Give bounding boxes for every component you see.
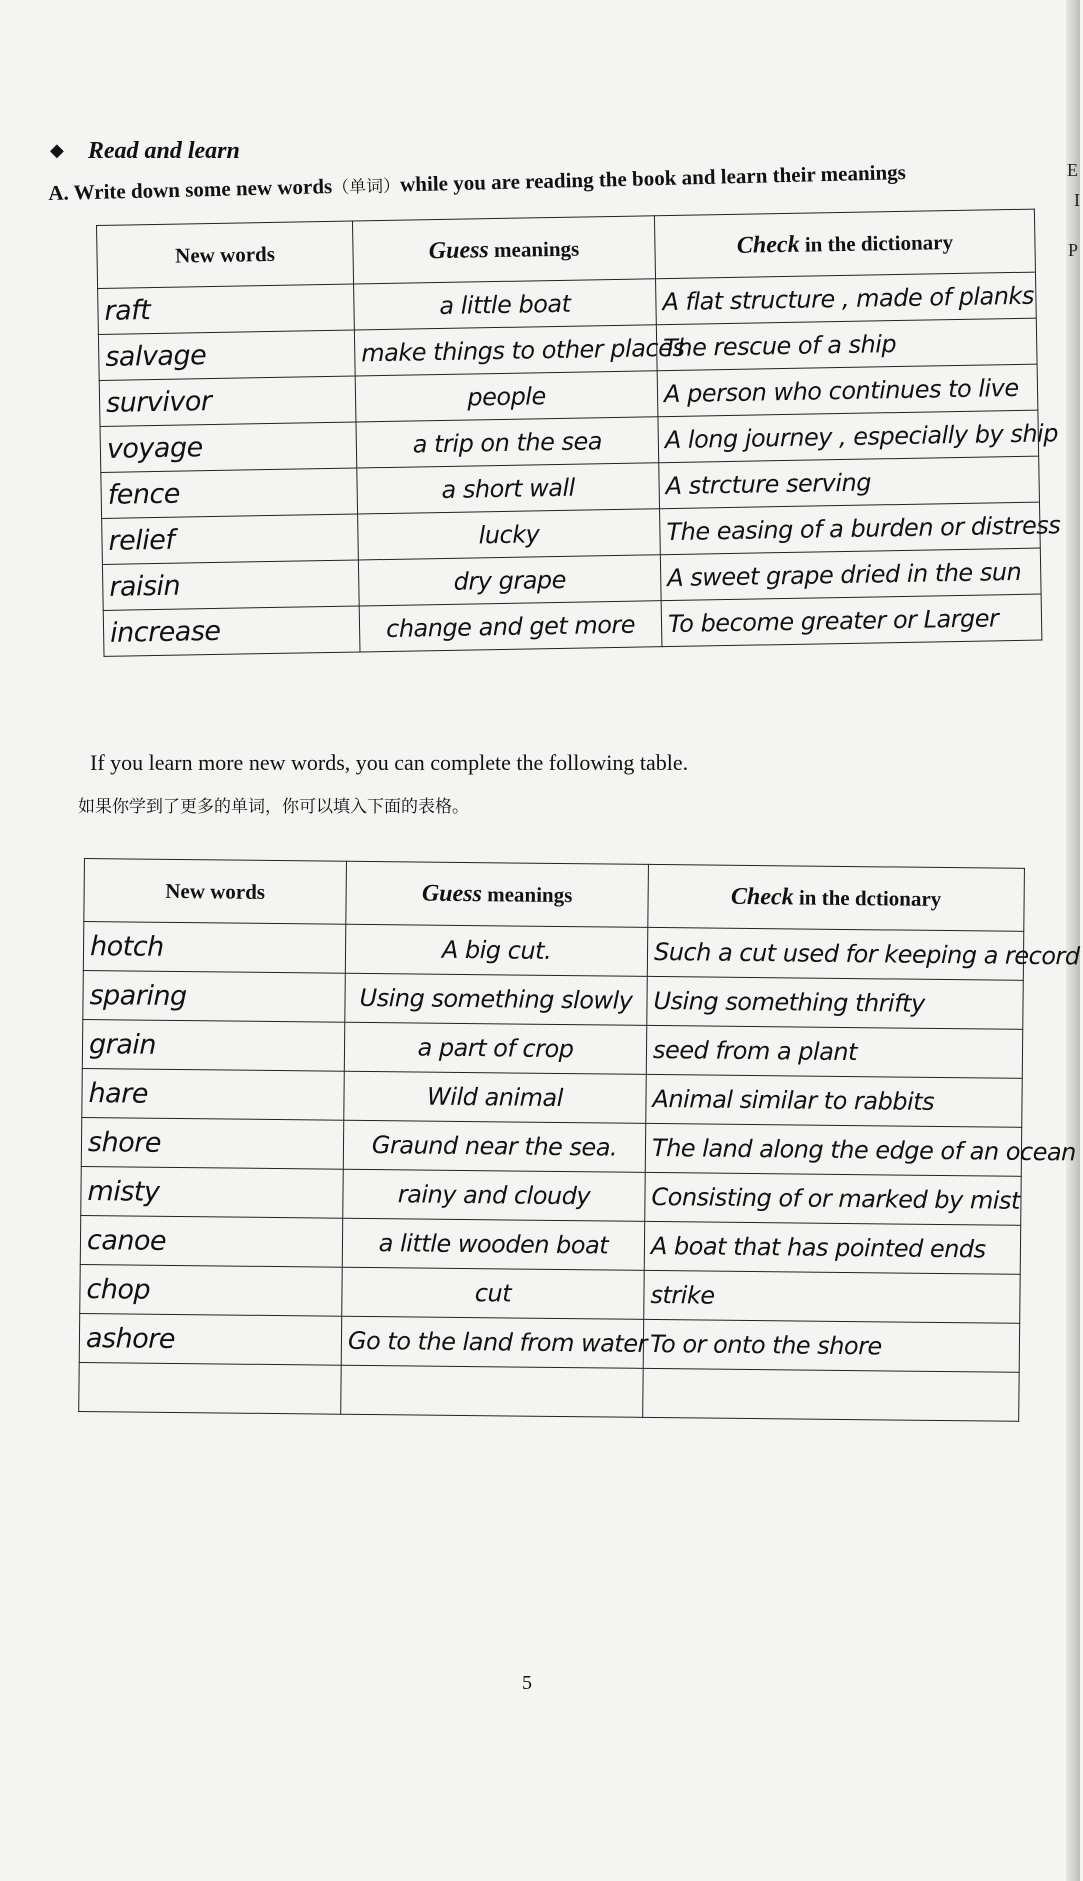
check-cell bbox=[645, 1123, 1076, 1176]
word-cell bbox=[83, 922, 345, 974]
handwritten-guess: a part of crop bbox=[417, 1033, 574, 1064]
handwritten-check: Animal similar to rabbits bbox=[652, 1084, 935, 1116]
handwritten-guess: make things to other places bbox=[361, 333, 685, 367]
guess-cell bbox=[358, 555, 661, 606]
handwritten-word: grain bbox=[88, 1028, 157, 1061]
handwritten-guess: A big cut. bbox=[441, 935, 552, 965]
guess-cell bbox=[342, 1218, 644, 1270]
section-title bbox=[50, 138, 240, 165]
check-cell bbox=[646, 1025, 1022, 1078]
handwritten-guess: Using something slowly bbox=[359, 983, 633, 1015]
check-cell bbox=[645, 1172, 1021, 1225]
header-check-dictionary: Check in the dctionary bbox=[648, 864, 1025, 931]
guess-cell bbox=[341, 1365, 643, 1417]
word-cell bbox=[80, 1215, 342, 1267]
edge-letter: I bbox=[1074, 190, 1080, 210]
handwritten-guess: change and get more bbox=[385, 610, 636, 643]
handwritten-guess: Graund near the sea. bbox=[371, 1131, 618, 1162]
header-guess-meanings: Guess meanings bbox=[346, 861, 649, 927]
handwritten-check: A flat structure , made of planks bbox=[662, 281, 1035, 316]
check-cell bbox=[644, 1270, 1020, 1323]
guess-cell bbox=[345, 924, 647, 976]
handwritten-word: increase bbox=[109, 615, 221, 649]
check-cell bbox=[660, 548, 1041, 601]
handwritten-guess: a little boat bbox=[439, 289, 571, 320]
handwritten-guess: a short wall bbox=[441, 473, 576, 504]
handwritten-guess: people bbox=[467, 381, 546, 412]
word-cell bbox=[101, 468, 358, 518]
handwritten-word: survivor bbox=[105, 386, 212, 419]
check-cell bbox=[647, 976, 1023, 1029]
handwritten-word: raft bbox=[104, 295, 151, 327]
handwritten-guess: a little wooden boat bbox=[378, 1229, 609, 1260]
check-cell bbox=[660, 502, 1061, 555]
handwritten-guess: Wild animal bbox=[426, 1082, 564, 1113]
handwritten-word: fence bbox=[107, 478, 181, 511]
guess-cell bbox=[359, 601, 662, 652]
instruction-suffix: while you are reading the book and learn their meanings bbox=[399, 160, 907, 197]
note-chinese: 如果你学到了更多的单词，你可以填入下面的表格。 bbox=[78, 797, 469, 817]
handwritten-check: strike bbox=[650, 1280, 715, 1310]
note-english: If you learn more new words, you can complete the following table. bbox=[90, 750, 689, 775]
handwritten-check: To or onto the shore bbox=[649, 1329, 882, 1361]
vocab-table-a bbox=[96, 209, 1061, 657]
guess-cell bbox=[344, 1071, 646, 1123]
page-number: 5 bbox=[522, 1672, 532, 1694]
handwritten-word: voyage bbox=[106, 432, 203, 465]
handwritten-check: A strcture serving bbox=[665, 468, 872, 500]
check-cell bbox=[657, 364, 1038, 417]
header-new-words: New words bbox=[84, 859, 347, 925]
handwritten-guess: rainy and cloudy bbox=[397, 1180, 591, 1211]
header-guess-meanings: Guess meanings bbox=[352, 216, 655, 284]
handwritten-word: misty bbox=[87, 1175, 160, 1208]
handwritten-word: shore bbox=[87, 1126, 162, 1159]
handwritten-check: Such a cut used for keeping a record bbox=[653, 937, 1080, 971]
section-title-text: Read and learn bbox=[87, 138, 240, 164]
handwritten-check: To become greater or Larger bbox=[667, 603, 999, 638]
handwritten-check: A boat that has pointed ends bbox=[650, 1231, 986, 1264]
handwritten-word: hotch bbox=[89, 930, 164, 963]
guess-cell bbox=[355, 371, 658, 422]
instruction-chinese: （单词） bbox=[331, 176, 401, 199]
check-cell bbox=[647, 927, 1080, 980]
handwritten-check: A long journey , especially by ship bbox=[664, 418, 1059, 454]
guess-cell bbox=[343, 1120, 645, 1172]
word-cell bbox=[102, 514, 359, 564]
handwritten-word: hare bbox=[88, 1077, 149, 1110]
word-cell bbox=[82, 1068, 344, 1120]
handwritten-word: canoe bbox=[86, 1224, 167, 1257]
handwritten-word: relief bbox=[108, 524, 175, 557]
handwritten-check: The rescue of a ship bbox=[662, 329, 897, 362]
guess-cell bbox=[354, 279, 657, 330]
adjacent-page-edge bbox=[1066, 0, 1080, 1881]
handwritten-check: seed from a plant bbox=[652, 1035, 858, 1067]
handwritten-check: The land along the edge of an ocean bbox=[651, 1133, 1076, 1167]
check-cell bbox=[643, 1368, 1019, 1421]
word-cell bbox=[99, 376, 356, 426]
word-cell bbox=[80, 1264, 342, 1316]
handwritten-check: A sweet grape dried in the sun bbox=[666, 557, 1022, 592]
word-cell bbox=[103, 606, 360, 656]
handwritten-word: salvage bbox=[105, 340, 207, 373]
table-header-row bbox=[84, 859, 1025, 932]
handwritten-guess: dry grape bbox=[453, 565, 567, 596]
handwritten-word: chop bbox=[86, 1273, 151, 1306]
guess-cell bbox=[356, 417, 659, 468]
check-cell bbox=[646, 1074, 1022, 1127]
word-cell bbox=[100, 422, 357, 472]
word-cell bbox=[79, 1362, 341, 1414]
table-row bbox=[79, 1362, 1019, 1421]
word-cell bbox=[82, 1019, 344, 1071]
guess-cell bbox=[344, 1022, 646, 1074]
handwritten-word: sparing bbox=[89, 979, 187, 1012]
edge-letter: E bbox=[1067, 160, 1078, 180]
guess-cell bbox=[357, 463, 660, 514]
header-check-dictionary: Check in the dictionary bbox=[654, 209, 1035, 279]
word-cell bbox=[102, 560, 359, 610]
word-cell bbox=[98, 330, 355, 380]
handwritten-word: raisin bbox=[109, 570, 181, 603]
word-cell bbox=[98, 284, 355, 334]
handwritten-word: ashore bbox=[85, 1322, 176, 1355]
handwritten-guess: a trip on the sea bbox=[412, 426, 603, 459]
handwritten-check: A person who continues to live bbox=[663, 373, 1019, 408]
word-cell bbox=[81, 1166, 343, 1218]
word-cell bbox=[79, 1313, 341, 1365]
check-cell bbox=[643, 1319, 1019, 1372]
handwritten-guess: lucky bbox=[478, 519, 540, 549]
guess-cell bbox=[343, 1169, 645, 1221]
check-cell bbox=[658, 410, 1059, 463]
handwritten-check: The easing of a burden or distress bbox=[666, 510, 1061, 546]
handwritten-guess: Go to the land from water bbox=[347, 1326, 648, 1358]
diamond-bullet-icon: ◆ bbox=[50, 140, 64, 160]
check-cell bbox=[656, 318, 1037, 371]
check-cell bbox=[656, 272, 1037, 325]
instruction-prefix: A. Write down some new words bbox=[48, 174, 333, 205]
guess-cell bbox=[341, 1316, 648, 1368]
vocab-table-b bbox=[78, 858, 1080, 1422]
guess-cell bbox=[354, 325, 685, 376]
check-cell bbox=[659, 456, 1040, 509]
guess-cell bbox=[342, 1267, 644, 1319]
guess-cell bbox=[345, 973, 647, 1025]
check-cell bbox=[644, 1221, 1020, 1274]
handwritten-check: Using something thrifty bbox=[653, 986, 925, 1018]
check-cell bbox=[661, 594, 1042, 647]
header-new-words: New words bbox=[97, 221, 354, 288]
guess-cell bbox=[358, 509, 661, 560]
word-cell bbox=[81, 1117, 343, 1169]
handwritten-check: Consisting of or marked by mist bbox=[651, 1182, 1021, 1215]
edge-letter: P bbox=[1067, 240, 1078, 260]
word-cell bbox=[83, 970, 345, 1022]
handwritten-guess: cut bbox=[474, 1279, 512, 1308]
